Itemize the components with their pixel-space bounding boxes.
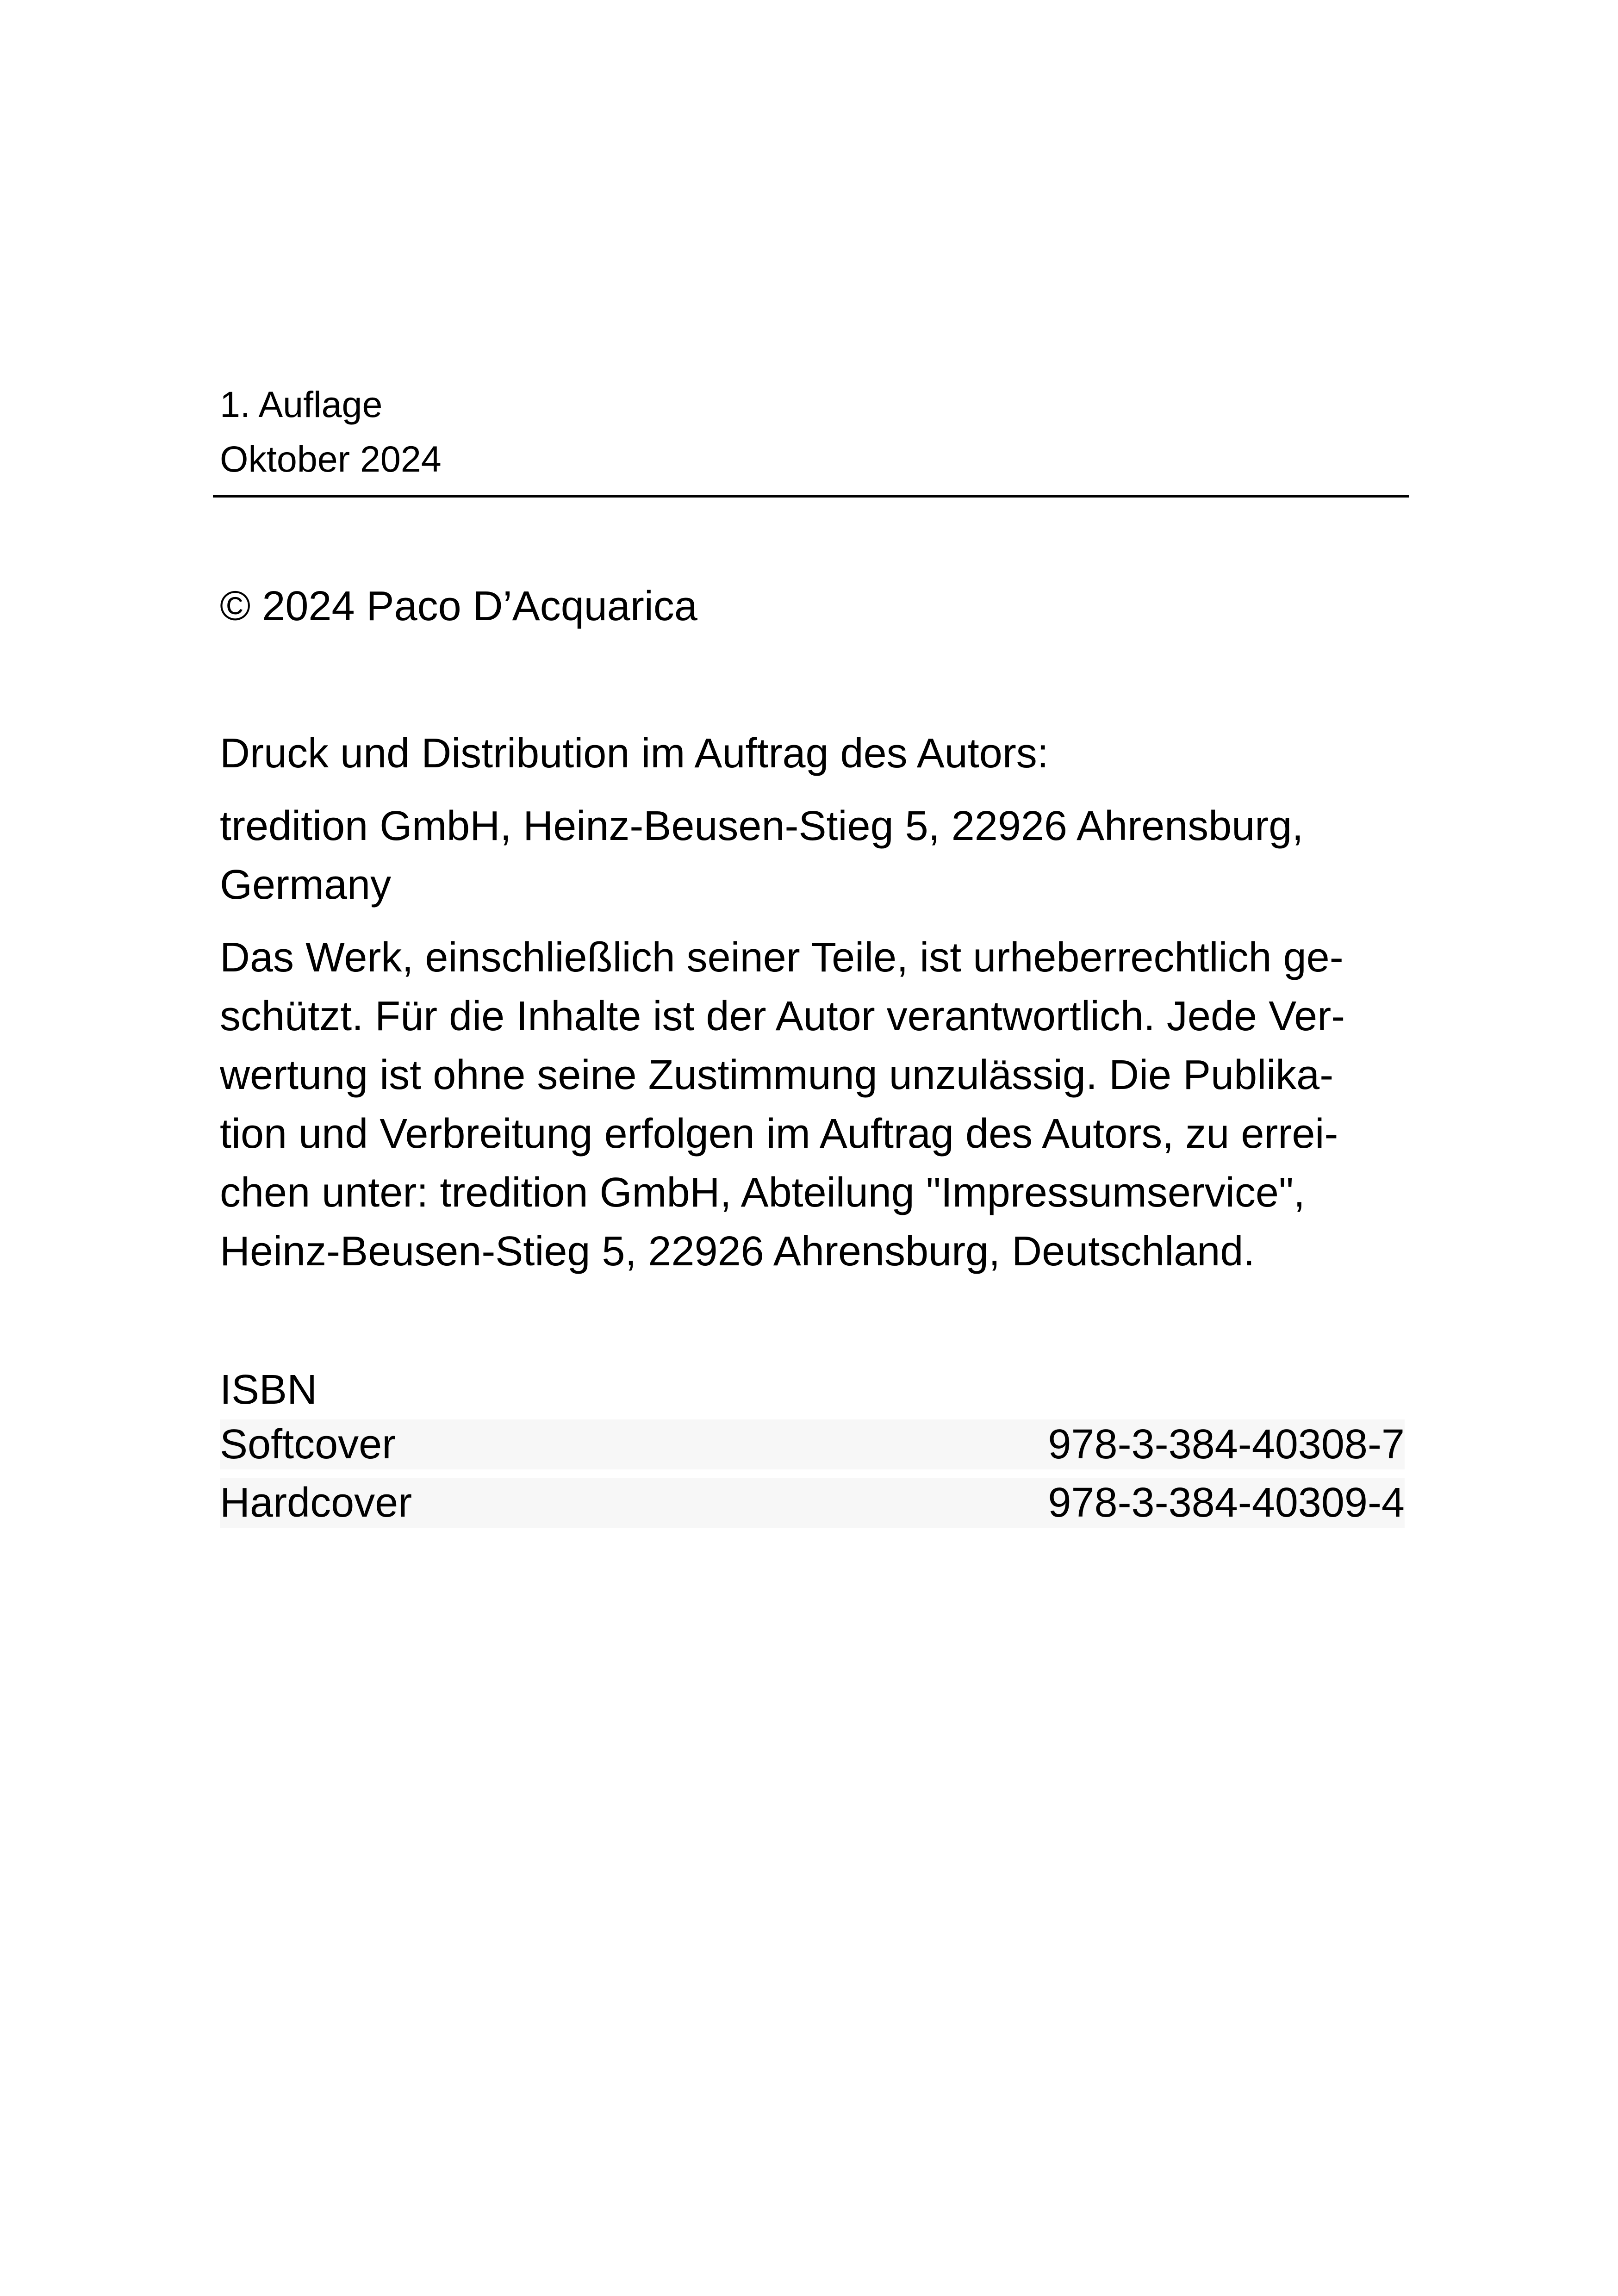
isbn-row-softcover bbox=[220, 1419, 1405, 1469]
edition-date: Oktober 2024 bbox=[220, 438, 442, 479]
isbn-format: Hardcover bbox=[220, 1480, 412, 1526]
legal-notice bbox=[220, 928, 1405, 1281]
isbn-table bbox=[220, 1361, 1405, 1528]
address-line: Germany bbox=[220, 862, 392, 908]
address-line: tredition GmbH, Heinz-Beusen-Stieg 5, 22926 Ahrensburg, bbox=[220, 803, 1304, 849]
isbn-heading: ISBN bbox=[220, 1367, 317, 1413]
isbn-number: 978-3-384-40308-7 bbox=[1048, 1421, 1405, 1468]
publisher-intro: Druck und Distribution im Auftrag des Autors: bbox=[220, 730, 1049, 777]
legal-line: Das Werk, einschließlich seiner Teile, ist urheberrechtlich ge- bbox=[220, 934, 1344, 981]
legal-line: schützt. Für die Inhalte ist der Autor verantwortlich. Jede Ver- bbox=[220, 993, 1345, 1039]
isbn-format: Softcover bbox=[220, 1421, 396, 1468]
copyright-notice: © 2024 Paco D’Acquarica bbox=[220, 583, 697, 629]
isbn-number: 978-3-384-40309-4 bbox=[1048, 1480, 1405, 1526]
publisher-address bbox=[220, 797, 1405, 915]
legal-line: tion und Verbreitung erfolgen im Auftrag des Autors, zu errei- bbox=[220, 1111, 1338, 1157]
divider-line bbox=[213, 495, 1409, 498]
edition-info bbox=[220, 377, 1405, 486]
legal-line: wertung ist ohne seine Zustimmung unzulässig. Die Publika- bbox=[220, 1052, 1334, 1098]
edition-number: 1. Auflage bbox=[220, 384, 383, 425]
isbn-row-hardcover bbox=[220, 1478, 1405, 1528]
publisher-info bbox=[220, 724, 1405, 1281]
legal-line: chen unter: tredition GmbH, Abteilung "Impressumservice", bbox=[220, 1170, 1305, 1216]
isbn-rows bbox=[220, 1419, 1405, 1528]
legal-line: Heinz-Beusen-Stieg 5, 22926 Ahrensburg, Deutschland. bbox=[220, 1228, 1255, 1275]
